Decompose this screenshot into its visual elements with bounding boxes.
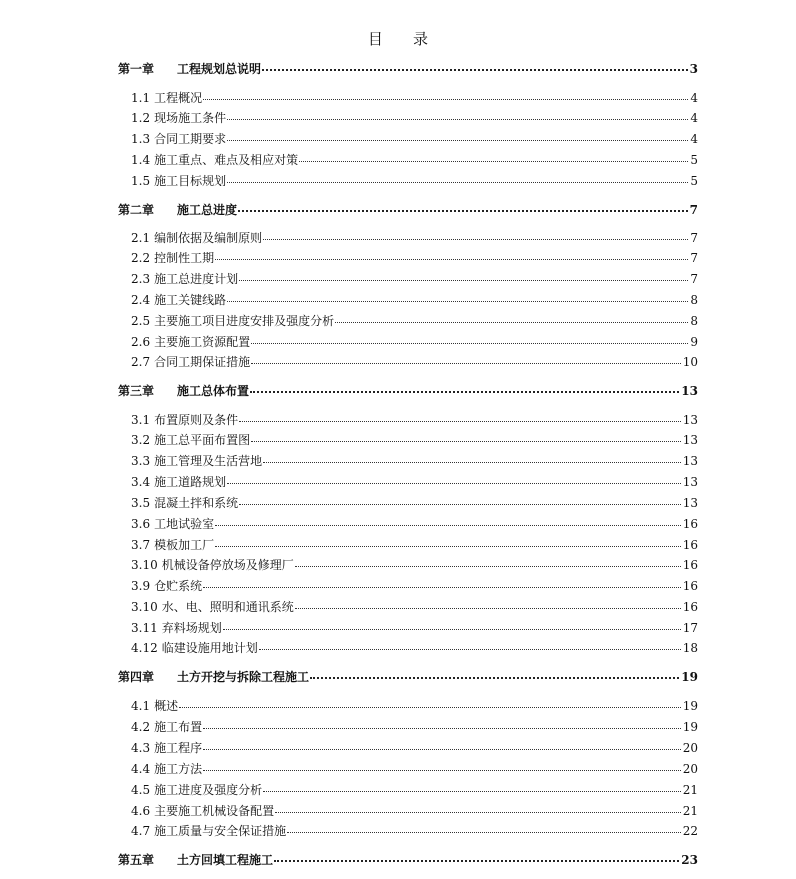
toc-section-entry[interactable]: [131, 761, 698, 777]
toc-section-entry[interactable]: [131, 719, 698, 735]
toc-section-entry[interactable]: [131, 578, 698, 594]
toc-entry-title: 施工总进度计划: [154, 272, 239, 286]
toc-entry-title: 机械设备停放场及修理厂: [161, 558, 294, 572]
toc-entry-number: 4.5: [131, 783, 151, 797]
toc-entry-number: 3.9: [131, 579, 151, 593]
toc-section-entry[interactable]: [131, 90, 698, 106]
toc-entry-label: [131, 110, 226, 126]
toc-entry-number: 3.5: [131, 496, 151, 510]
dot-leader: [263, 462, 681, 463]
toc-entry-number: 2.3: [131, 272, 151, 286]
toc-section-entry[interactable]: [131, 313, 698, 329]
toc-entry-title: 主要施工机械设备配置: [154, 804, 275, 818]
toc-entry-number: 第三章: [118, 384, 155, 398]
toc-entry-label: [131, 516, 214, 532]
dot-leader: [251, 441, 681, 442]
toc-entry-number: 2.6: [131, 335, 151, 349]
toc-section-entry[interactable]: [131, 823, 698, 839]
toc-entry-label: [131, 640, 258, 656]
toc-entry-page: 7: [690, 272, 698, 286]
toc-entry-number: 4.7: [131, 824, 151, 838]
toc-entry-title: 土方回填工程施工: [177, 853, 274, 867]
toc-entry-page: 19: [681, 670, 698, 684]
dot-leader: [263, 239, 688, 240]
toc-entry-label: [131, 537, 214, 553]
toc-entry-page: 3: [689, 62, 698, 76]
toc-entry-label: [131, 823, 286, 839]
toc-entry-title: 施工总体布置: [177, 384, 250, 398]
toc-entry-title: 概述: [154, 699, 179, 713]
toc-entry-title: 主要施工资源配置: [154, 335, 251, 349]
toc-entry-page: 4: [690, 111, 698, 125]
toc-entry-title: 施工布置: [154, 720, 203, 734]
toc-entry-title: 控制性工期: [154, 251, 215, 265]
toc-entry-title: 施工道路规划: [154, 475, 227, 489]
toc-entry-title: 合同工期保证措施: [154, 355, 251, 369]
toc-entry-page: 13: [682, 475, 698, 489]
toc-entry-title: 仓贮系统: [154, 579, 203, 593]
toc-section-entry[interactable]: [131, 599, 698, 615]
dot-leader: [295, 608, 681, 609]
toc-entry-number: 3.4: [131, 475, 151, 489]
dot-leader: [239, 421, 681, 422]
toc-section-entry[interactable]: [131, 432, 698, 448]
dot-leader: [239, 280, 688, 281]
toc-section-entry[interactable]: [131, 110, 698, 126]
toc-entry-label: [131, 578, 202, 594]
toc-section-entry[interactable]: [131, 474, 698, 490]
toc-entry-number: 3.10: [131, 600, 158, 614]
dot-leader: [262, 69, 688, 71]
dot-leader: [223, 629, 681, 630]
toc-entry-label: [131, 250, 214, 266]
toc-entry-title: 施工总进度: [177, 203, 238, 217]
toc-entry-page: 4: [690, 91, 698, 105]
toc-entry-page: 16: [682, 579, 698, 593]
toc-entry-number: 3.6: [131, 517, 151, 531]
toc-entry-label: [131, 620, 222, 636]
toc-entry-label: [131, 599, 294, 615]
toc-entry-label: [131, 354, 250, 370]
toc-chapter-entry[interactable]: [118, 383, 698, 399]
toc-title-right: 录: [413, 30, 429, 48]
toc-entry-page: 20: [682, 762, 698, 776]
toc-entry-label: [131, 740, 202, 756]
toc-section-entry[interactable]: [131, 453, 698, 469]
toc-entry-page: 5: [690, 174, 698, 188]
dot-leader: [263, 791, 681, 792]
toc-entry-label: [131, 90, 202, 106]
toc-entry-label: [131, 152, 298, 168]
toc-entry-number: 1.1: [131, 91, 151, 105]
toc-entry-page: 7: [689, 203, 698, 217]
toc-entry-label: [131, 131, 226, 147]
toc-entry-title: 工程概况: [154, 91, 203, 105]
toc-entry-page: 20: [682, 741, 698, 755]
toc-entry-page: 22: [682, 824, 698, 838]
toc-entry-title: 现场施工条件: [154, 111, 227, 125]
toc-entry-label: [131, 698, 178, 714]
toc-entry-title: 施工程序: [154, 741, 203, 755]
dot-leader: [250, 391, 679, 393]
toc-section-entry[interactable]: [131, 152, 698, 168]
toc-entry-number: 3.11: [131, 621, 158, 635]
toc-entry-page: 21: [682, 783, 698, 797]
dot-leader: [227, 140, 688, 141]
dot-leader: [259, 649, 681, 650]
toc-entry-number: 3.3: [131, 454, 151, 468]
toc-entry-number: 4.12: [131, 641, 158, 655]
toc-section-entry[interactable]: [131, 271, 698, 287]
toc-section-entry[interactable]: [131, 698, 698, 714]
toc-entry-label: [118, 852, 273, 868]
toc-entry-title: 土方开挖与拆除工程施工: [177, 670, 310, 684]
dot-leader: [227, 182, 688, 183]
toc-section-entry[interactable]: [131, 334, 698, 350]
toc-entry-title: 编制依据及编制原则: [154, 231, 263, 245]
dot-leader: [203, 749, 681, 750]
toc-entry-page: 7: [690, 251, 698, 265]
toc-entry-label: [131, 271, 238, 287]
toc-entry-number: 2.7: [131, 355, 151, 369]
toc-entry-label: [131, 474, 226, 490]
toc-entry-page: 9: [690, 335, 698, 349]
toc-section-entry[interactable]: [131, 803, 698, 819]
toc-entry-number: 2.5: [131, 314, 151, 328]
toc-entry-title: 施工方法: [154, 762, 203, 776]
toc-entry-page: 16: [682, 517, 698, 531]
toc-entry-label: [131, 761, 202, 777]
toc-section-entry[interactable]: [131, 173, 698, 189]
toc-entry-label: [131, 495, 238, 511]
toc-entry-page: 10: [682, 355, 698, 369]
dot-leader: [227, 301, 688, 302]
toc-entry-number: 2.2: [131, 251, 151, 265]
dot-leader: [203, 770, 681, 771]
toc-entry-label: [118, 61, 261, 77]
toc-section-entry[interactable]: [131, 640, 698, 656]
toc-entry-number: 第一章: [118, 62, 155, 76]
dot-leader: [299, 161, 688, 162]
toc-entry-number: 3.7: [131, 538, 151, 552]
dot-leader: [203, 587, 681, 588]
dot-leader: [310, 677, 679, 679]
toc-entry-number: 第五章: [118, 853, 155, 867]
toc-entry-label: [131, 292, 226, 308]
toc-section-entry[interactable]: [131, 495, 698, 511]
toc-entry-title: 施工关键线路: [154, 293, 227, 307]
toc-entry-number: 4.1: [131, 699, 151, 713]
toc-section-entry[interactable]: [131, 131, 698, 147]
toc-section-entry[interactable]: [131, 740, 698, 756]
toc-entry-label: [131, 453, 262, 469]
toc-entry-page: 5: [690, 153, 698, 167]
dot-leader: [203, 99, 688, 100]
toc-entry-label: [131, 803, 274, 819]
dot-leader: [179, 707, 681, 708]
dot-leader: [275, 812, 681, 813]
toc-entry-title: 施工目标规划: [154, 174, 227, 188]
toc-entry-page: 13: [682, 496, 698, 510]
toc-entry-page: 13: [682, 433, 698, 447]
toc-entry-title: 布置原则及条件: [154, 413, 239, 427]
toc-entry-number: 3.1: [131, 413, 151, 427]
toc-section-entry[interactable]: [131, 537, 698, 553]
dot-leader: [239, 504, 681, 505]
toc-section-entry[interactable]: [131, 516, 698, 532]
toc-entry-number: 1.4: [131, 153, 151, 167]
toc-entry-page: 18: [682, 641, 698, 655]
toc-chapter-entry[interactable]: [118, 202, 698, 218]
dot-leader: [227, 119, 688, 120]
toc-section-entry[interactable]: [131, 354, 698, 370]
toc-section-entry[interactable]: [131, 620, 698, 636]
toc-entry-title: 水、电、照明和通讯系统: [161, 600, 294, 614]
dot-leader: [251, 343, 688, 344]
toc-entry-title: 合同工期要求: [154, 132, 227, 146]
toc-entry-title: 弃料场规划: [161, 621, 222, 635]
toc-entry-page: 17: [682, 621, 698, 635]
dot-leader: [215, 525, 681, 526]
dot-leader: [215, 259, 688, 260]
dot-leader: [287, 832, 681, 833]
toc-entry-number: 3.10: [131, 558, 158, 572]
dot-leader: [274, 860, 679, 862]
toc-entry-number: 第四章: [118, 670, 155, 684]
toc-entry-page: 8: [690, 293, 698, 307]
toc-entry-label: [131, 412, 238, 428]
toc-entry-label: [131, 782, 262, 798]
toc-entry-page: 16: [682, 600, 698, 614]
toc-chapter-entry[interactable]: [118, 669, 698, 685]
toc-entry-number: 第二章: [118, 203, 155, 217]
dot-leader: [203, 728, 681, 729]
toc-entry-label: [118, 383, 249, 399]
toc-entry-label: [131, 173, 226, 189]
toc-entry-title: 工程规划总说明: [177, 62, 262, 76]
toc-entry-title: 工地试验室: [154, 517, 215, 531]
toc-entry-number: 1.3: [131, 132, 151, 146]
toc-entry-title: 施工重点、难点及相应对策: [154, 153, 299, 167]
toc-section-entry[interactable]: [131, 230, 698, 246]
toc-entry-number: 4.6: [131, 804, 151, 818]
dot-leader: [215, 546, 681, 547]
toc-entry-page: 8: [690, 314, 698, 328]
dot-leader: [295, 566, 681, 567]
toc-entry-page: 21: [682, 804, 698, 818]
toc-entry-number: 1.2: [131, 111, 151, 125]
toc-chapter-entry[interactable]: [118, 61, 698, 77]
toc-entry-title: 施工进度及强度分析: [154, 783, 263, 797]
toc-entry-page: 23: [681, 853, 698, 867]
toc-entry-title: 施工质量与安全保证措施: [154, 824, 287, 838]
toc-entry-label: [118, 202, 237, 218]
toc-entry-title: 施工管理及生活营地: [154, 454, 263, 468]
toc-entry-page: 7: [690, 231, 698, 245]
toc-chapter-entry[interactable]: [118, 852, 698, 868]
dot-leader: [227, 483, 681, 484]
dot-leader: [335, 322, 688, 323]
toc-entry-label: [131, 557, 294, 573]
toc-entry-number: 1.5: [131, 174, 151, 188]
toc-section-entry[interactable]: [131, 250, 698, 266]
toc-entry-page: 16: [682, 538, 698, 552]
toc-entry-title: 主要施工项目进度安排及强度分析: [154, 314, 335, 328]
toc-entry-number: 3.2: [131, 433, 151, 447]
toc-entry-page: 4: [690, 132, 698, 146]
toc-entry-label: [118, 669, 309, 685]
toc-section-entry[interactable]: [131, 782, 698, 798]
toc-entry-label: [131, 230, 262, 246]
dot-leader: [238, 210, 688, 212]
toc-entry-title: 临建设施用地计划: [161, 641, 258, 655]
toc-entry-page: 19: [682, 720, 698, 734]
toc-entry-page: 16: [682, 558, 698, 572]
dot-leader: [251, 363, 681, 364]
toc-title-left: 目: [367, 30, 383, 48]
toc-section-entry[interactable]: [131, 557, 698, 573]
toc-entry-label: [131, 313, 334, 329]
toc-section-entry[interactable]: [131, 412, 698, 428]
toc-entry-title: 施工总平面布置图: [154, 433, 251, 447]
toc-entry-page: 13: [681, 384, 698, 398]
toc-entry-number: 4.2: [131, 720, 151, 734]
toc-entry-title: 混凝土拌和系统: [154, 496, 239, 510]
toc-entry-page: 13: [682, 413, 698, 427]
toc-entry-number: 4.4: [131, 762, 151, 776]
toc-entry-label: [131, 719, 202, 735]
toc-entry-label: [131, 334, 250, 350]
toc-entry-number: 2.4: [131, 293, 151, 307]
toc-entry-title: 模板加工厂: [154, 538, 215, 552]
toc-entry-number: 2.1: [131, 231, 151, 245]
toc-entry-label: [131, 432, 250, 448]
toc-section-entry[interactable]: [131, 292, 698, 308]
toc-entry-page: 13: [682, 454, 698, 468]
toc-entry-page: 19: [682, 699, 698, 713]
toc-entry-number: 4.3: [131, 741, 151, 755]
